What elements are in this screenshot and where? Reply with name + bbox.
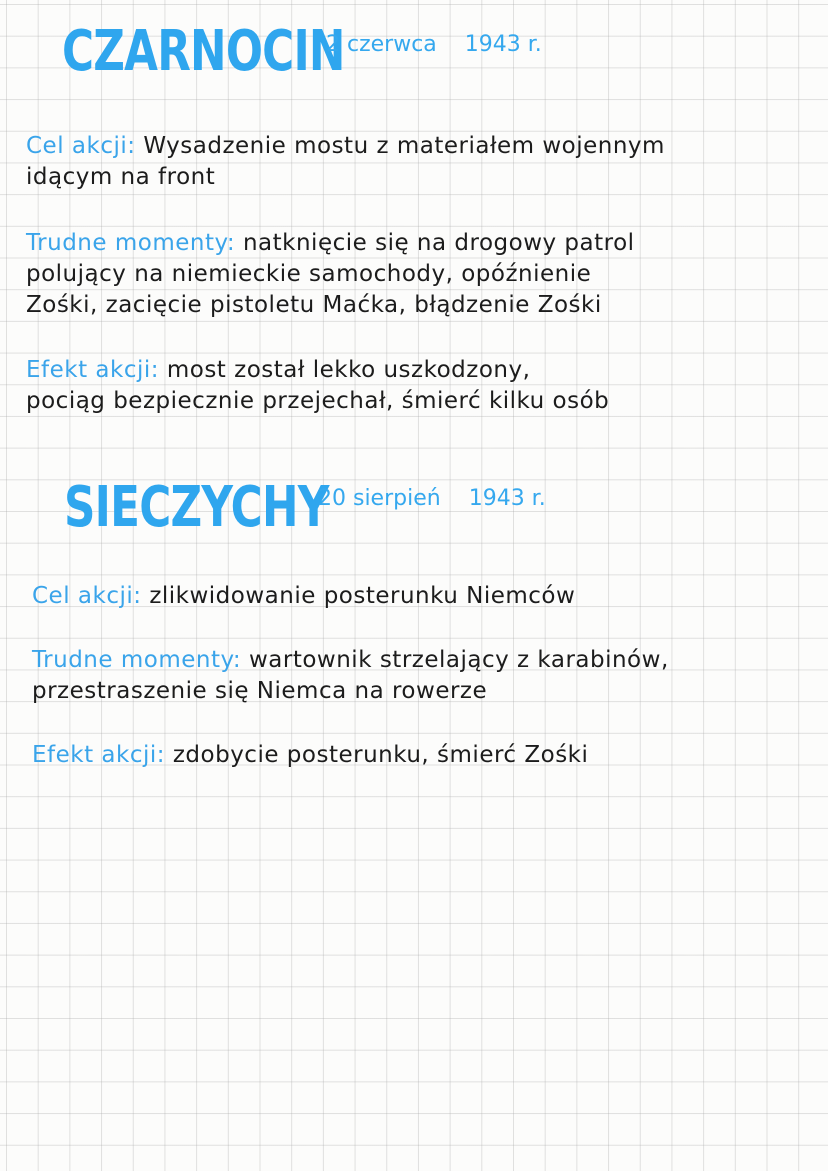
goal-line-2: idącym na front (26, 164, 216, 190)
effect-line-1 (32, 740, 822, 771)
place-title: SIECZYCHY (64, 475, 329, 540)
difficulties-label: Trudne momenty: (32, 647, 242, 673)
difficulties-line-2: polujący na niemieckie samochody, opóźnienie (26, 261, 592, 287)
goal-line-1 (32, 581, 822, 612)
place-title: CZARNOCIN (62, 19, 345, 84)
effect-text-1: zdobycie posterunku, śmierć Zośki (172, 742, 589, 768)
difficulties-line-1 (32, 645, 822, 676)
date-day: 20 sierpień (318, 486, 441, 511)
difficulties-text-1: wartownik strzelający z karabinów, (248, 647, 669, 673)
effect-line-2: pociąg bezpiecznie przejechał, śmierć kilku osób (26, 388, 610, 414)
goal-line-1 (26, 131, 816, 162)
goal-entry (26, 131, 816, 193)
date-year: 1943 r. (468, 486, 546, 511)
difficulties-line-3: Zośki, zacięcie pistoletu Maćka, błądzenie Zośki (26, 292, 602, 318)
date-text (318, 486, 574, 511)
difficulties-line-2: przestraszenie się Niemca na rowerze (32, 678, 488, 704)
goal-label: Cel akcji: (26, 133, 136, 159)
difficulties-line-1 (26, 228, 816, 259)
difficulties-entry (26, 228, 816, 321)
goal-text-1: Wysadzenie mostu z materiałem wojennym (143, 133, 665, 159)
difficulties-text-1: natknięcie się na drogowy patrol (242, 230, 635, 256)
effect-label: Efekt akcji: (26, 357, 160, 383)
effect-line-1 (26, 355, 816, 386)
goal-text-1: zlikwidowanie posterunku Niemców (149, 583, 576, 609)
goal-entry (32, 581, 822, 612)
difficulties-label: Trudne momenty: (26, 230, 236, 256)
effect-text-1: most został lekko uszkodzony, (166, 357, 531, 383)
effect-label: Efekt akcji: (32, 742, 166, 768)
date-text (326, 32, 570, 57)
date-year: 1943 r. (464, 32, 542, 57)
goal-label: Cel akcji: (32, 583, 142, 609)
difficulties-entry (32, 645, 822, 707)
effect-entry (32, 740, 822, 771)
effect-entry (26, 355, 816, 417)
date-day: 2 czerwca (326, 32, 437, 57)
